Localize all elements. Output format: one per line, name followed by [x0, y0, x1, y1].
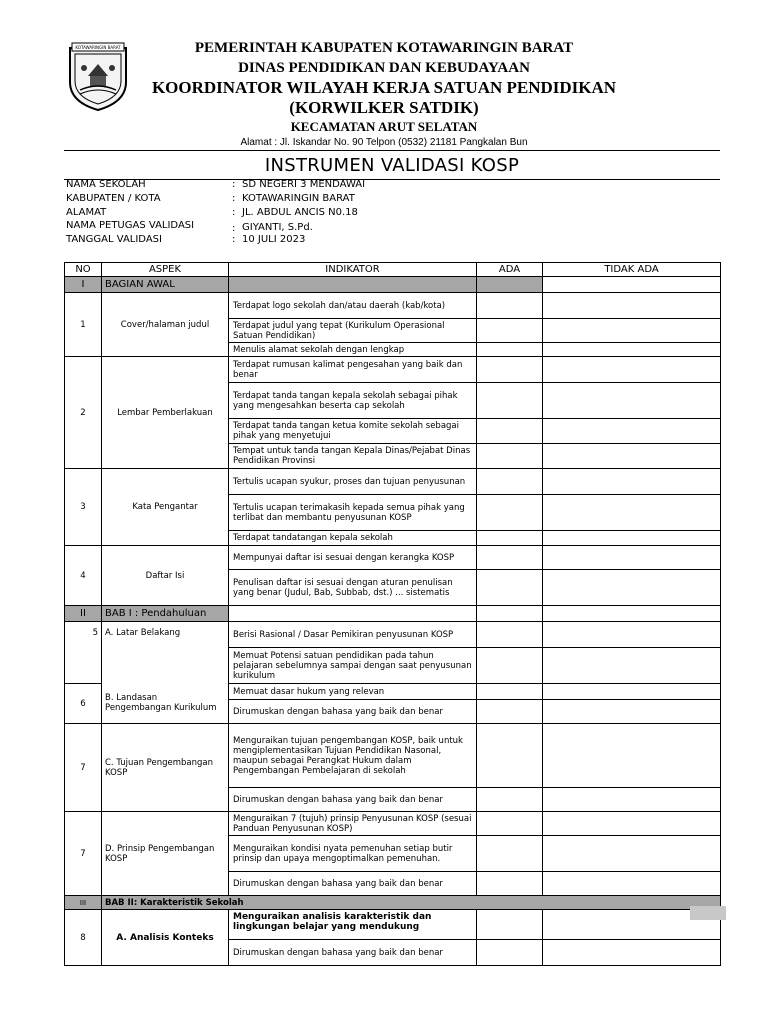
indicator-cell: Menulis alamat sekolah dengan lengkap	[229, 343, 477, 357]
indicator-cell: Menguraikan analisis karakteristik dan lingkungan belajar yang mendukung	[229, 910, 477, 940]
letterhead-address: Alamat : Jl. Iskandar No. 90 Telpon (0532) 21181 Pangkalan Bun	[240, 137, 528, 148]
row-number: 8	[65, 910, 102, 966]
ada-checkbox-cell[interactable]	[477, 724, 543, 788]
indicator-cell: Terdapat logo sekolah dan/atau daerah (kab/kota)	[229, 293, 477, 319]
ada-checkbox-cell[interactable]	[477, 812, 543, 836]
indicator-cell: Penulisan daftar isi sesuai dengan aturan penulisan yang benar (Judul, Bab, Subbab, dst.) ... sistematis	[229, 570, 477, 606]
row-aspect: Kata Pengantar	[102, 469, 229, 546]
indicator-cell: Dirumuskan dengan bahasa yang baik dan benar	[229, 788, 477, 812]
row-number: 7	[65, 812, 102, 896]
ada-checkbox-cell[interactable]	[477, 469, 543, 495]
indicator-cell: Terdapat tanda tangan ketua komite sekolah sebagai pihak yang menyetujui	[229, 419, 477, 444]
table-row	[65, 648, 721, 684]
tidak-ada-checkbox-cell[interactable]	[543, 684, 721, 700]
row-number: 7	[65, 724, 102, 812]
indicator-cell: Dirumuskan dengan bahasa yang baik dan benar	[229, 700, 477, 724]
indicator-cell: Terdapat rumusan kalimat pengesahan yang baik dan benar	[229, 357, 477, 383]
letterhead-line-3: KOORDINATOR WILAYAH KERJA SATUAN PENDIDIKAN	[151, 78, 617, 97]
info-value: KOTAWARINGIN BARAT	[242, 193, 355, 204]
indicator-cell: Berisi Rasional / Dasar Pemikiran penyusunan KOSP	[229, 622, 477, 648]
ada-checkbox-cell[interactable]	[477, 910, 543, 940]
table-row	[65, 812, 721, 836]
indicator-cell: Tertulis ucapan terimakasih kepada semua pihak yang terlibat dan membantu penyusunan KOSP	[229, 495, 477, 531]
row-aspect: A. Analisis Konteks	[102, 910, 229, 966]
info-colon: :	[232, 234, 236, 245]
indicator-cell: Memuat dasar hukum yang relevan	[229, 684, 477, 700]
section-number: III	[65, 896, 102, 910]
tidak-ada-checkbox-cell[interactable]	[543, 469, 721, 495]
row-number: 3	[65, 469, 102, 546]
ada-checkbox-cell[interactable]	[477, 444, 543, 469]
letterhead-line-5: KECAMATAN ARUT SELATAN	[290, 119, 478, 134]
tidak-ada-checkbox-cell[interactable]	[543, 648, 721, 684]
tidak-ada-checkbox-cell[interactable]	[543, 293, 721, 319]
row-aspect: Lembar Pemberlakuan	[102, 357, 229, 469]
tidak-ada-checkbox-cell[interactable]	[543, 319, 721, 343]
ada-checkbox-cell[interactable]	[477, 788, 543, 812]
ada-checkbox-cell[interactable]	[477, 700, 543, 724]
ada-checkbox-cell[interactable]	[477, 495, 543, 531]
tidak-ada-checkbox-cell[interactable]	[543, 836, 721, 872]
row-aspect: Cover/halaman judul	[102, 293, 229, 357]
section-row	[65, 896, 721, 910]
tidak-ada-checkbox-cell[interactable]	[543, 343, 721, 357]
row-aspect: B. Landasan Pengembangan Kurikulum	[102, 684, 229, 724]
logo-text: KOTAWARINGIN BARAT	[75, 45, 121, 50]
tidak-ada-checkbox-cell[interactable]	[543, 812, 721, 836]
info-colon: :	[232, 179, 236, 190]
section-title: BAB I : Pendahuluan	[102, 606, 229, 622]
tidak-ada-checkbox-cell[interactable]	[543, 700, 721, 724]
table-row	[65, 910, 721, 940]
row-aspect: C. Tujuan Pengembangan KOSP	[102, 724, 229, 812]
row-aspect: A. Latar Belakang	[102, 622, 229, 648]
tidak-ada-checkbox-cell[interactable]	[543, 495, 721, 531]
info-label: TANGGAL VALIDASI	[66, 234, 162, 245]
info-colon: :	[232, 193, 236, 204]
ada-checkbox-cell[interactable]	[477, 531, 543, 546]
indicator-cell: Menguraikan 7 (tujuh) prinsip Penyusunan KOSP (sesuai Panduan Penyusunan KOSP)	[229, 812, 477, 836]
section-title: BAB II: Karakteristik Sekolah	[102, 896, 477, 910]
tidak-ada-checkbox-cell[interactable]	[543, 546, 721, 570]
tidak-ada-checkbox-cell[interactable]	[543, 940, 721, 966]
info-colon: :	[232, 207, 236, 218]
indicator-cell: Memuat Potensi satuan pendidikan pada tahun pelajaran sebelumnya sampai dengan saat penyusunan kurikulum	[229, 648, 477, 684]
indicator-cell: Dirumuskan dengan bahasa yang baik dan benar	[229, 940, 477, 966]
info-label: NAMA SEKOLAH	[66, 179, 146, 190]
tidak-ada-checkbox-cell[interactable]	[543, 419, 721, 444]
indicator-cell: Terdapat judul yang tepat (Kurikulum Operasional Satuan Pendidikan)	[229, 319, 477, 343]
info-label: ALAMAT	[66, 207, 107, 218]
ada-checkbox-cell[interactable]	[477, 622, 543, 648]
info-colon: :	[232, 223, 236, 234]
indicator-cell: Terdapat tanda tangan kepala sekolah sebagai pihak yang mengesahkan beserta cap sekolah	[229, 383, 477, 419]
header-aspek: ASPEK	[102, 263, 229, 277]
info-label: NAMA PETUGAS VALIDASI	[66, 220, 195, 231]
ada-checkbox-cell[interactable]	[477, 648, 543, 684]
document-title: INSTRUMEN VALIDASI KOSP	[264, 155, 520, 176]
row-number: 1	[65, 293, 102, 357]
indicator-cell: Dirumuskan dengan bahasa yang baik dan benar	[229, 872, 477, 896]
ada-checkbox-cell[interactable]	[477, 419, 543, 444]
info-value: 10 JULI 2023	[242, 234, 306, 245]
indicator-cell: Menguraikan tujuan pengembangan KOSP, baik untuk mengiplementasikan Tujuan Pendidikan Nasonal, maupun sebagai Perangkat Hukum dalam Pengembangan Pembelajaran di sekolah	[229, 724, 477, 788]
row-aspect: D. Prinsip Pengembangan KOSP	[102, 812, 229, 896]
indicator-cell: Mempunyai daftar isi sesuai dengan kerangka KOSP	[229, 546, 477, 570]
ada-checkbox-cell[interactable]	[477, 940, 543, 966]
ada-checkbox-cell[interactable]	[477, 319, 543, 343]
section-title: BAGIAN AWAL	[102, 277, 229, 293]
indicator-cell: Tempat untuk tanda tangan Kepala Dinas/Pejabat Dinas Pendidikan Provinsi	[229, 444, 477, 469]
info-value: JL. ABDUL ANCIS N0.18	[242, 207, 358, 218]
ada-checkbox-cell[interactable]	[477, 836, 543, 872]
indicator-cell: Menguraikan kondisi nyata pemenuhan setiap butir prinsip dan upaya mengoptimalkan pemenuhan.	[229, 836, 477, 872]
header-indikator: INDIKATOR	[229, 263, 477, 277]
row-number: 2	[65, 357, 102, 469]
info-value: SD NEGERI 3 MENDAWAI	[242, 179, 366, 190]
info-label: KABUPATEN / KOTA	[66, 193, 161, 204]
tidak-ada-checkbox-cell[interactable]	[543, 444, 721, 469]
header-ada: ADA	[477, 263, 543, 277]
tidak-ada-checkbox-cell[interactable]	[543, 570, 721, 606]
row-number: 4	[65, 546, 102, 606]
tidak-ada-checkbox-cell[interactable]	[543, 357, 721, 383]
table-row	[65, 546, 721, 570]
tidak-ada-checkbox-cell[interactable]	[543, 788, 721, 812]
ada-checkbox-cell[interactable]	[477, 546, 543, 570]
ada-checkbox-cell[interactable]	[477, 357, 543, 383]
ada-checkbox-cell[interactable]	[477, 343, 543, 357]
ada-checkbox-cell[interactable]	[477, 383, 543, 419]
table-row	[65, 684, 721, 700]
header-tidak-ada: TIDAK ADA	[543, 263, 721, 277]
tidak-ada-checkbox-cell[interactable]	[543, 383, 721, 419]
table-row	[65, 293, 721, 319]
letterhead-line-4: (KORWILKER SATDIK)	[289, 98, 479, 117]
indicator-cell: Terdapat tandatangan kepala sekolah	[229, 531, 477, 546]
tidak-ada-checkbox-cell[interactable]	[543, 622, 721, 648]
table-header-row	[65, 263, 721, 277]
info-value: GIYANTI, S.Pd.	[242, 222, 313, 233]
table-row	[65, 357, 721, 383]
validation-table	[64, 262, 721, 966]
letterhead-line-2: DINAS PENDIDIKAN DAN KEBUDAYAAN	[238, 60, 530, 76]
section-number: I	[65, 277, 102, 293]
indicator-cell: Tertulis ucapan syukur, proses dan tujuan penyusunan	[229, 469, 477, 495]
tidak-ada-checkbox-cell[interactable]	[543, 724, 721, 788]
letterhead-divider	[64, 150, 720, 151]
section-number: II	[65, 606, 102, 622]
ada-checkbox-cell[interactable]	[477, 684, 543, 700]
title-divider	[64, 179, 720, 180]
table-row	[65, 469, 721, 495]
tidak-ada-checkbox-cell[interactable]	[543, 531, 721, 546]
section-bar-extension	[690, 906, 726, 920]
row-number: 6	[65, 684, 102, 724]
ada-checkbox-cell[interactable]	[477, 872, 543, 896]
ada-checkbox-cell[interactable]	[477, 570, 543, 606]
section-row	[65, 606, 721, 622]
ada-checkbox-cell[interactable]	[477, 293, 543, 319]
section-row	[65, 277, 721, 293]
table-row	[65, 724, 721, 788]
table-row	[65, 622, 721, 648]
tidak-ada-checkbox-cell[interactable]	[543, 872, 721, 896]
header-no: NO	[65, 263, 102, 277]
letterhead-line-1: PEMERINTAH KABUPATEN KOTAWARINGIN BARAT	[194, 40, 574, 56]
row-number: 5	[65, 622, 102, 684]
row-aspect: Daftar Isi	[102, 546, 229, 606]
